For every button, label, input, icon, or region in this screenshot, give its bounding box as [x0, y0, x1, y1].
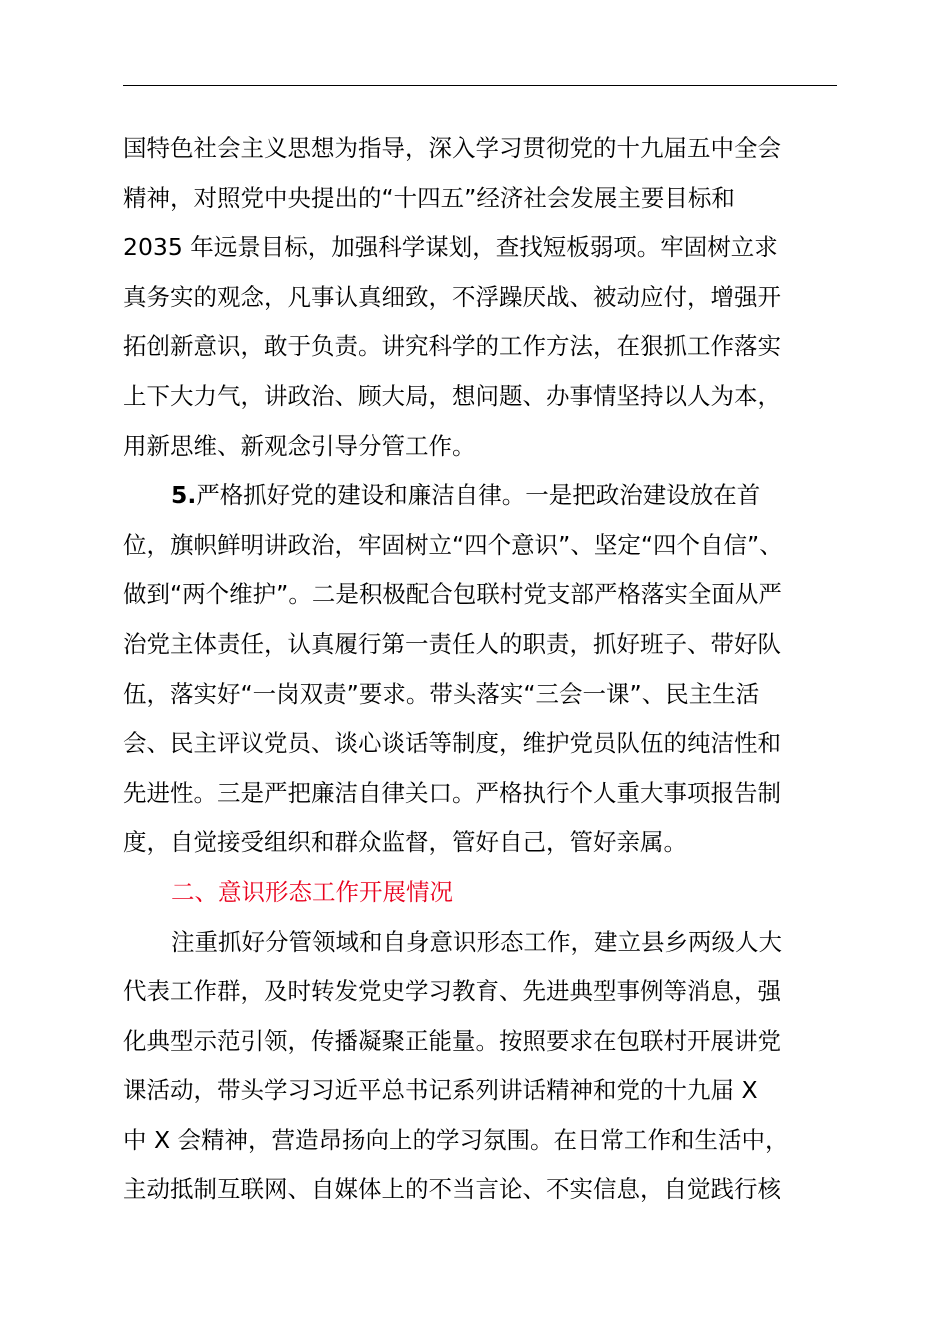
item-first-line: 严格抓好党的建设和廉洁自律。一是把政治建设放在首 [196, 481, 761, 510]
text-line: 课活动，带头学习习近平总书记系列讲话精神和党的十九届 X [123, 1076, 758, 1105]
paragraph-ideology-work [123, 922, 837, 1220]
text-line: 用新思维、新观念引导分管工作。 [123, 431, 476, 460]
header-rule [123, 85, 837, 86]
text-line: 2035 年远景目标，加强科学谋划，查找短板弱项。牢固树立求 [123, 233, 778, 262]
document-body [123, 128, 837, 1219]
text-line: 真务实的观念，凡事认真细致，不浮躁厌战、被动应付，增强开 [123, 282, 781, 311]
text-line: 精神，对照党中央提出的“十四五”经济社会发展主要目标和 [123, 183, 735, 212]
text-line: 拓创新意识，敢于负责。讲究科学的工作方法，在狠抓工作落实 [123, 332, 781, 361]
text-line: 治党主体责任，认真履行第一责任人的职责，抓好班子、带好队 [123, 629, 781, 658]
paragraph-ideology-guidance [123, 128, 837, 475]
text-line-first [123, 475, 837, 525]
text-line: 位，旗帜鲜明讲政治，牢固树立“四个意识”、坚定“四个自信”、 [123, 530, 783, 559]
text-line: 度，自觉接受组织和群众监督，管好自己，管好亲属。 [123, 828, 687, 857]
item-number: 5. [171, 481, 197, 510]
text-line: 主动抵制互联网、自媒体上的不当言论、不实信息，自觉践行核 [123, 1175, 781, 1204]
text-line: 中 X 会精神，营造昂扬向上的学习氛围。在日常工作和生活中， [123, 1125, 789, 1154]
text-line: 先进性。三是严把廉洁自律关口。严格执行个人重大事项报告制 [123, 778, 781, 807]
text-line: 代表工作群，及时转发党史学习教育、先进典型事例等消息，强 [123, 977, 781, 1006]
text-line: 会、民主评议党员、谈心谈话等制度，维护党员队伍的纯洁性和 [123, 729, 781, 758]
text-line: 化典型示范引领，传播凝聚正能量。按照要求在包联村开展讲党 [123, 1026, 781, 1055]
paragraph-party-building [123, 475, 837, 872]
text-line-first: 注重抓好分管领域和自身意识形态工作，建立县乡两级人大 [171, 927, 782, 956]
text-line: 国特色社会主义思想为指导，深入学习贯彻党的十九届五中全会 [123, 134, 781, 162]
section-heading: 二、意识形态工作开展情况 [171, 877, 453, 906]
text-line: 上下大力气，讲政治、顾大局，想问题、办事情坚持以人为本， [123, 381, 781, 410]
text-line: 做到“两个维护”。二是积极配合包联村党支部严格落实全面从严 [123, 580, 782, 609]
text-line: 伍，落实好“一岗双责”要求。带头落实“三会一课”、民主生活 [123, 679, 760, 708]
